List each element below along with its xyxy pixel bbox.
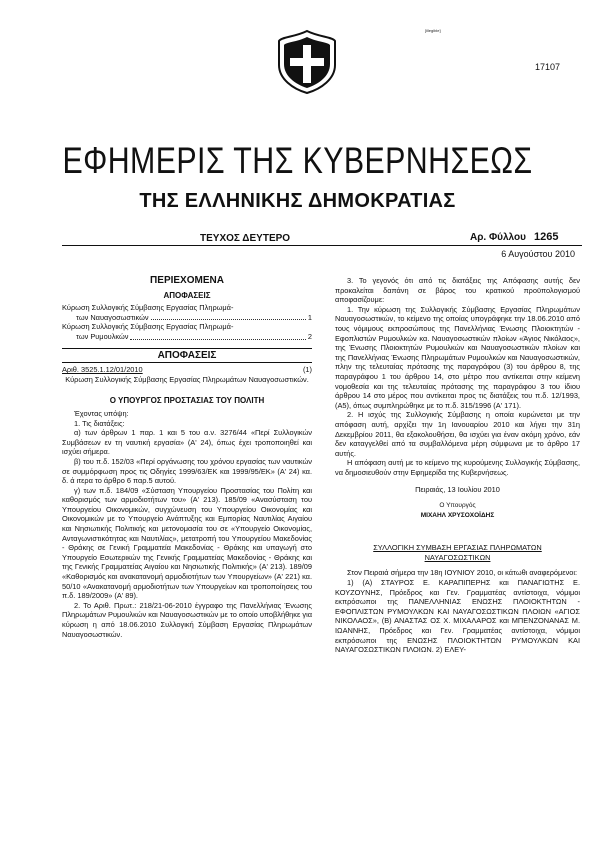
sheet-label: Αρ. Φύλλου: [470, 232, 526, 243]
paragraph: 1. Την κύρωση της Συλλογικής Σύμβασης Εργασίας Πληρωμάτων Ναυαγοσωστικών, το κείμενο της οποίας υπογράφηκε την 18.06.2010 από τους νόμιμους εκπροσώπους της Πανελλήνιας Ένωσης Πλοιοκτητών - Εφοπλιστών Ρυμουλκών κα. Ναυαγοσωστικών πλοίων «Άγιος Νικόλαος», της Ένωσης Πλοιοκτητών Ρυμουλκών και Ναυαγοσωστικών πλοίων και της Πανελλήνιας Ένωσης Πληρωμάτων Ρυμουλκών και Ναυαγοσωστικών, πλην της τελευταίας πρότασης της παραγράφου (3) του άρθρου 8, της παραγράφου 1 του άρθρου 14, στο μέτρο που αντίκειται στην κείμενη νομοθεσία και της τελευταίας πρότασης της παραγράφου 3 του ίδιου άρθρου 14 στο μέρος που αντίκειται προς τις διατάξεις του π.δ. 12/1993, (Α5), όπως συμπληρώθηκε με το π.δ. 315/1996 (Α' 171).: [335, 304, 580, 410]
paragraph: Η απόφαση αυτή με το κείμενο της κυρούμενης Συλλογικής Σύμβασης, να δημοσιευθούν στην Εφημερίδα της Κυβερνήσεως.: [335, 458, 580, 477]
decision-mark: (1): [302, 365, 312, 375]
convention-title: ΝΑΥΑΓΟΣΩΣΤΙΚΩΝ: [424, 552, 491, 562]
coat-of-arms-icon: [275, 27, 339, 95]
toc-page: 1: [307, 312, 312, 322]
minister-heading: Ο ΥΠΟΥΡΓΟΣ ΠΡΟΣΤΑΣΙΑΣ ΤΟΥ ΠΟΛΙΤΗ: [109, 396, 265, 406]
paragraph: 3. Το γεγονός ότι από τις διατάξεις της Απόφασης αυτής δεν προκαλείται δαπάνη σε βάρος του κρατικού προϋπολογισμού αποφασίζουμε:: [335, 276, 580, 305]
toc-entry[interactable]: [62, 322, 312, 341]
place-date: Πειραιάς, 13 Ιουλίου 2010: [415, 485, 500, 495]
paragraph: Έχοντας υπόψη:: [74, 408, 129, 418]
paragraph: 2. Το Αριθ. Πρωτ.: 218/21-06-2010 έγγραφο της Πανελλήνιας Ένωσης Πληρωμάτων Ρυμουλκών και Ναυαγοσωστικών με το οποίο υποβλήθηκε για κύρωση η από 18.06.2010 Συλλογική Σύμβαση Εργασίας Πληρωμάτων Ναυαγοσωστικών.: [62, 600, 312, 639]
toc-page: 2: [307, 331, 312, 341]
gazette-subtitle: ΤΗΣ ΕΛΛΗΝΙΚΗΣ ΔΗΜΟΚΡΑΤΙΑΣ: [139, 190, 456, 212]
toc-leader: [130, 332, 305, 340]
minister-name: ΜΙΧΑΗΛ ΧΡΥΣΟΧΟΪΔΗΣ: [420, 511, 495, 519]
contents-heading: ΠΕΡΙΕΧΟΜΕΝΑ: [150, 275, 224, 286]
decision-title: Κύρωση Συλλογικής Σύμβασης Εργασίας Πληρωμάτων Ναυαγοσωστικών.: [65, 374, 309, 384]
left-column: [62, 276, 312, 639]
header-stamp: [425, 28, 489, 33]
sheet-number: 1265: [534, 231, 559, 243]
paragraph: 1. Τις διατάξεις:: [74, 418, 125, 428]
paragraph: 2. Η ισχύς της Συλλογικής Σύμβασης η οποία κυρώνεται με την απόφαση αυτή, αρχίζει την 1η Ιανουαρίου 2010 και λήγει την 31η Δεκεμβρίου 2011, θα εξακολουθήσει, θα ισχύει για έναν ακόμη χρόνο, εάν δεν καταγγελθεί από τα συμβαλλόμενα μέρη σύμφωνα με το άρθρο 17 αυτής.: [335, 410, 580, 458]
header-divider: [62, 245, 582, 246]
gazette-title: ΕΦΗΜΕΡΙΣ ΤΗΣ ΚΥΒΕΡΝΗΣΕΩΣ: [62, 140, 533, 181]
issue-date: 6 Αυγούστου 2010: [501, 249, 575, 259]
paragraph: Στον Πειραιά σήμερα την 18η ΙΟΥΝΙΟΥ 2010, οι κάτωθι αναφερόμενοι:: [347, 568, 578, 578]
decision-number: Αριθ. 3525.1.12/01/2010: [62, 365, 143, 375]
paragraph: γ) των π.δ. 184/09 «Σύσταση Υπουργείου Προστασίας του Πολίτη και καθορισμός των αρμοδιοτήτων του» (Α' 213). 185/09 «Ανασύσταση του Υπουργείου Οικονομικών, συγχώνευση του Υπουργείου Οικονομίας και Οικονομικών με το Υπουργείο Ανάπτυξης και Εμπορίας Ναυτιλίας Αιγαίου και Νησιωτικής Πολιτικής και μετονομασία του σε «Υπουργείο Οικονομίας, Ανταγωνιστικότητας και Ναυτιλίας», μετατροπή του Υπουργείου Μακεδονίας - Θράκης σε Γενική Γραμματεία Μακεδονίας - Θράκης και υπαγωγή στο Υπουργείο Εσωτερικών της Γενικής Γραμματείας Μακεδονίας - Θράκης και της Γενικής Γραμματείας Αιγαίου και Νησιωτικής Πολιτικής» (Α' 213). 189/09 «Καθορισμός και ανακατανομή αρμοδιοτήτων των Υπουργείων» (Α' 221) κα. 50/10 «Ανακατανομή αρμοδιοτήτων των Υπουργείων και τροποποίησεις του π.δ. 189/2009» (Α' 89).: [62, 485, 312, 601]
minister-label: Ο Υπουργός: [439, 502, 476, 510]
toc-entry-line: των Ναυαγοσωστικών: [76, 312, 149, 322]
section-divider: [62, 348, 312, 349]
paragraph: β) του π.δ. 152/03 «Περί οργάνωσης του χρόνου εργασίας των ναυτικών σε συμμόρφωση προς τις Οδηγίες 1999/63/ΕΚ και 1999/95/ΕΚ» (Α' 24) κα. δ. ά ιτερα το άρθρο 6 παρ.5 αυτού.: [62, 456, 312, 486]
toc-entry[interactable]: [62, 303, 312, 322]
toc-entry-line: των Ρυμουλκών: [76, 331, 129, 341]
stamp-line: [illegible]: [425, 28, 441, 33]
toc-leader: [151, 313, 306, 321]
paragraph: α) των άρθρων 1 παρ. 1 και 5 του α.ν. 3276/44 «Περί Συλλογικών Συμβάσεων εν τη ναυτική εργασία» (Α' 24), όπως έχει τροποποιηθεί και ισχύει σήμερα.: [62, 428, 312, 457]
decisions-heading: ΑΠΟΦΑΣΕΙΣ: [157, 349, 217, 361]
convention-title: ΣΥΛΛΟΓΙΚΗ ΣΥΜΒΑΣΗ ΕΡΓΑΣΙΑΣ ΠΛΗΡΩΜΑΤΩΝ: [373, 543, 542, 553]
decisions-subheading: ΑΠΟΦΑΣΕΙΣ: [163, 290, 211, 300]
right-column: [335, 276, 580, 655]
toc-entry-line: Κύρωση Συλλογικής Σύμβασης Εργασίας Πληρωμά-: [62, 322, 234, 332]
toc-entry-line: Κύρωση Συλλογικής Σύμβασης Εργασίας Πληρωμά-: [62, 303, 234, 313]
issue-label: ΤΕΥΧΟΣ ΔΕΥΤΕΡΟ: [200, 233, 291, 244]
section-divider: [62, 362, 312, 363]
paragraph: 1) (Α) ΣΤΑΥΡΟΣ Ε. ΚΑΡΑΠΙΠΕΡΗΣ και ΠΑΝΑΓΙΩΤΗΣ Ε. ΚΟΥΖΟΥΝΗΣ, Πρόεδρος και Γεν. Γραμματέας αντίστοιχα, νόμιμοι εκπρόσωποι της ΠΑΝΕΛΛΗΝΙΑΣ ΕΝΩΣΗΣ ΠΛΟΙΟΚΤΗΤΩΝ - ΕΦΟΠΛΙΣΤΩΝ ΡΥΜΟΥΛΚΩΝ ΚΑΙ ΝΑΥΑΓΟΣΩΣΤΙΚΩΝ ΠΛΟΙΩΝ «ΑΓΙΟΣ ΝΙΚΟΛΑΟΣ», (Β) ΑΝΑΣΤΑΣ ΟΣ Χ. ΜΙΧΑΛΑΡΟΣ και ΜΠΕΝΖΟΝΑΝΑΣ Μ. ΙΩΑΝΝΗΣ, Πρόεδρος και Γεν. Γραμματέας αντίστοιχα, νόμιμοι εκπρόσωποι της ΕΝΩΣΗΣ ΠΛΟΙΟΚΤΗΤΩΝ ΡΥΜΟΥΛΚΩΝ ΚΑΙ ΝΑΥΑΓΟΣΩΣΤΙΚΩΝ ΠΛΟΙΩΝ. 2) ΕΛΕΥ-: [335, 578, 580, 655]
page-number: 17107: [535, 62, 561, 72]
